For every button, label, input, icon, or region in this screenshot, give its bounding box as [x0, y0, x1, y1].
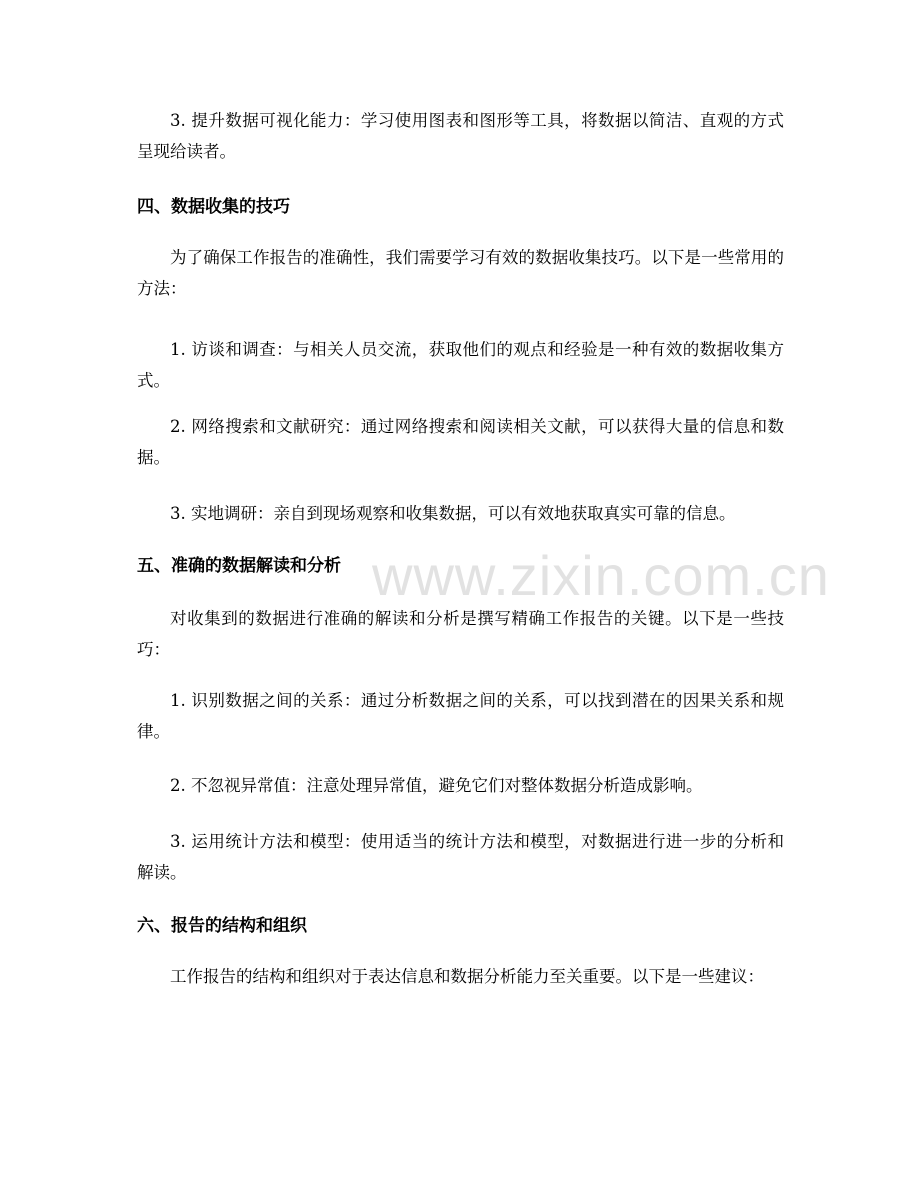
- paragraph-analysis-outliers: 2. 不忽视异常值：注意处理异常值，避免它们对整体数据分析造成影响。: [170, 776, 703, 795]
- paragraph-structure-intro: 工作报告的结构和组织对于表达信息和数据分析能力至关重要。以下是一些建议：: [170, 967, 764, 986]
- paragraph-collection-interview: 1. 访谈和调查：与相关人员交流，获取他们的观点和经验是一种有效的数据收集方式。: [137, 340, 784, 390]
- section-heading-data-collection: 四、数据收集的技巧: [137, 197, 290, 217]
- section-heading-report-structure: 六、报告的结构和组织: [137, 916, 307, 936]
- paragraph-collection-intro: 为了确保工作报告的准确性，我们需要学习有效的数据收集技巧。以下是一些常用的方法：: [137, 248, 784, 298]
- paragraph-collection-web-search: 2. 网络搜索和文献研究：通过网络搜索和阅读相关文献，可以获得大量的信息和数据。: [137, 417, 784, 467]
- paragraph-analysis-statistics: 3. 运用统计方法和模型：使用适当的统计方法和模型，对数据进行进一步的分析和解读。: [137, 832, 784, 882]
- paragraph-analysis-intro: 对收集到的数据进行准确的解读和分析是撰写精确工作报告的关键。以下是一些技巧：: [137, 609, 784, 659]
- paragraph-visualization-skill: 3. 提升数据可视化能力：学习使用图表和图形等工具，将数据以简洁、直观的方式呈现给读者。: [137, 111, 784, 161]
- paragraph-analysis-relationships: 1. 识别数据之间的关系：通过分析数据之间的关系，可以找到潜在的因果关系和规律。: [137, 691, 784, 741]
- section-heading-data-analysis: 五、准确的数据解读和分析: [137, 556, 341, 576]
- watermark-text: www.zixin.com.cn: [372, 544, 830, 607]
- paragraph-collection-field-research: 3. 实地调研：亲自到现场观察和收集数据，可以有效地获取真实可靠的信息。: [170, 504, 736, 523]
